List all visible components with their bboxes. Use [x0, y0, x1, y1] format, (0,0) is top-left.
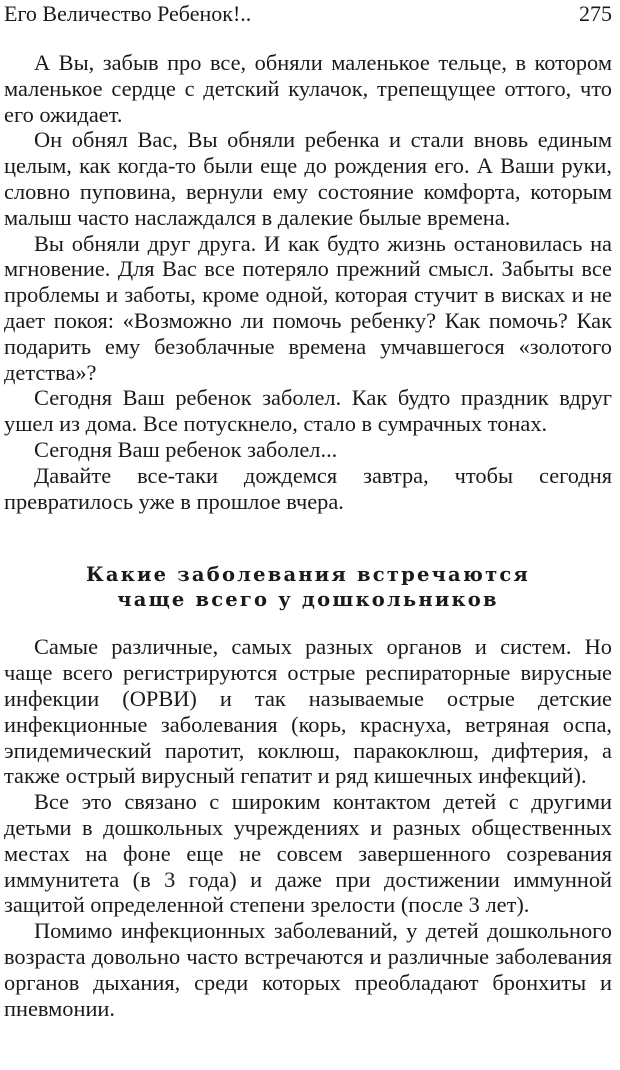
body-text — [4, 50, 612, 1021]
paragraph: Давайте все-таки дождемся завтра, чтобы сегодня превратилось уже в прошлое вчера. — [4, 462, 612, 514]
paragraph: Вы обняли друг друга. И как будто жизнь остановилась на мгновение. Для Вас все потеряло прежний смысл. Забыты все проблемы и заботы, кроме одной, которая стучит в висках и не дает покоя: «Возможно ли помочь ребенку? Как помочь? Как подарить ему безоблачные времена умчавшегося «золотого детства»? — [4, 230, 612, 385]
page-number: 275 — [579, 1, 612, 26]
section-heading-line: чаще всего у дошкольников — [117, 588, 499, 612]
paragraph: Сегодня Ваш ребенок заболел. Как будто праздник вдруг ушел из дома. Все потускнело, стало в сумрачных тонах. — [4, 385, 612, 437]
paragraph: А Вы, забыв про все, обняли маленькое тельце, в котором маленькое сердце с детский кулачок, трепещущее оттого, что его ожидает. — [4, 50, 612, 127]
paragraph: Самые различные, самых разных органов и систем. Но чаще всего регистрируются острые респираторные вирусные инфекции (ОРВИ) и так называемые острые детские инфекционные заболевания (корь, краснуха, ветряная оспа, эпидемический паротит, коклюш, паракоклюш, дифтерия, а также острый вирусный гепатит и ряд кишечных инфекций). — [4, 634, 612, 789]
paragraph: Сегодня Ваш ребенок заболел... — [34, 436, 338, 462]
section-heading — [4, 562, 612, 612]
running-title: Его Величество Ребенок!.. — [4, 1, 252, 26]
paragraph: Он обнял Вас, Вы обняли ребенка и стали вновь единым целым, как когда-то были еще до рождения его. А Ваши руки, словно пуповина, вернули ему состояние комфорта, которым малыш часто наслаждался в далекие былые времена. — [4, 127, 612, 230]
paragraph: Помимо инфекционных заболеваний, у детей дошкольного возраста довольно часто встречаются и различные заболевания органов дыхания, среди которых преобладают бронхиты и пневмонии. — [4, 918, 612, 1021]
paragraph: Все это связано с широким контактом детей с другими детьми в дошкольных учреждениях и разных общественных местах на фоне еще не совсем завершенного созревания иммунитета (в 3 года) и даже при достижении иммунной защитой определенной степени зрелости (после 3 лет). — [4, 789, 612, 918]
running-head — [4, 0, 612, 30]
section-heading-line: Какие заболевания встречаются — [85, 563, 531, 587]
